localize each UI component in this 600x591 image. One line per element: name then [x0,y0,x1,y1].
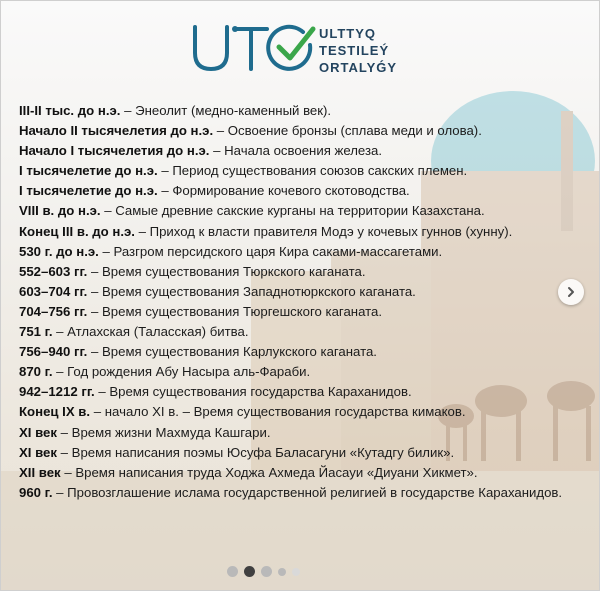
timeline-text: – Атлахская (Таласская) битва. [52,324,249,340]
timeline-text: – Приход к власти правителя Модэ у кочевых гуннов (хунну). [134,223,513,239]
timeline-date: Конец III в. до н.э. [19,223,135,239]
timeline-item [19,483,584,503]
timeline-text: – Время существования Тюркского каганата. [87,263,366,279]
timeline-item [19,302,584,322]
timeline-text: – Время существования Тюргешского каганата. [87,303,383,319]
timeline-date: XI век [19,444,57,460]
timeline-text: – Начала освоения железа. [209,143,383,159]
timeline-item [19,382,584,402]
timeline-date: 942–1212 гг. [19,384,95,400]
timeline-date: 870 г. [19,364,53,380]
timeline-date: Начало I тысячелетия до н.э. [19,143,210,159]
logo-line-1: ULTTYQ [319,26,377,41]
carousel-dot[interactable] [261,566,272,577]
carousel-dot-active[interactable] [244,566,255,577]
timeline-text: – Время написания поэмы Юсуфа Баласагуни «Кутадгу билик». [57,444,455,460]
timeline-text: – Время существования Карлукского каганата. [87,344,377,360]
timeline-date: III-II тыс. до н.э. [19,103,121,118]
timeline-item [19,242,584,262]
timeline-date: VIII в. до н.э. [19,203,101,219]
timeline-text: – Провозглашение ислама государственной религией в государстве Караханидов. [52,484,563,500]
timeline-text: – Время жизни Махмуда Кашгари. [57,424,271,440]
timeline-date: I тысячелетие до н.э. [19,183,158,199]
timeline-text: – Время существования Западнотюркского каганата. [87,283,416,299]
timeline-text: – Время написания труда Ходжа Ахмеда Йасауи «Диуани Хикмет». [60,464,478,480]
timeline-item [19,222,584,242]
carousel-dot[interactable] [227,566,238,577]
timeline-date: 756–940 гг. [19,344,88,360]
timeline-item [19,443,584,463]
timeline-item [19,362,584,382]
timeline-date: 960 г. [19,484,53,500]
timeline-item [19,141,584,161]
timeline-item [19,181,584,201]
timeline-date: Начало II тысячелетия до н.э. [19,123,214,139]
timeline-item [19,463,584,483]
timeline-date: 552–603 гг. [19,263,88,279]
timeline-date: 603–704 гг. [19,283,88,299]
timeline-date: XII век [19,464,61,480]
timeline-text: – Самые древние сакские курганы на территории Казахстана. [100,203,485,219]
carousel-indicator [227,566,300,577]
timeline-text: – Разгром персидского царя Кира саками-массагетами. [98,243,443,259]
timeline-text: – начало XI в. – Время существования государства кимаков. [90,404,466,420]
timeline-text: – Время существования государства Караханидов. [94,384,412,400]
timeline-item [19,101,584,121]
logo-wordmark [319,25,397,76]
timeline-text: – Период существования союзов сакских племен. [157,163,468,179]
timeline-date: 751 г. [19,324,53,340]
timeline-item [19,282,584,302]
utc-logo [189,15,429,79]
timeline-date: 530 г. до н.э. [19,243,99,259]
carousel-next-button[interactable] [558,279,584,305]
timeline-date: I тысячелетие до н.э. [19,163,158,179]
carousel-dot[interactable] [292,568,300,576]
timeline-date: Конец IX в. [19,404,91,420]
timeline-item [19,322,584,342]
timeline-item [19,121,584,141]
timeline-date: XI век [19,424,57,440]
timeline-item [19,423,584,443]
timeline-item [19,262,584,282]
logo-line-3: ORTALYǴY [319,60,398,75]
timeline-item [19,161,584,181]
timeline-date: 704–756 гг. [19,303,88,319]
history-timeline [19,101,584,503]
timeline-item [19,342,584,362]
timeline-item [19,201,584,221]
carousel-dot[interactable] [278,568,286,576]
chevron-right-icon [565,286,577,298]
timeline-text: – Энеолит (медно-каменный век). [120,103,332,118]
timeline-item [19,402,584,422]
timeline-text: – Освоение бронзы (сплава меди и олова). [213,123,482,139]
logo-line-2: TESTILEÝ [319,43,390,58]
timeline-text: – Год рождения Абу Насыра аль-Фараби. [52,364,311,380]
uto-logo-mark [189,15,319,79]
timeline-text: – Формирование кочевого скотоводства. [157,183,410,199]
